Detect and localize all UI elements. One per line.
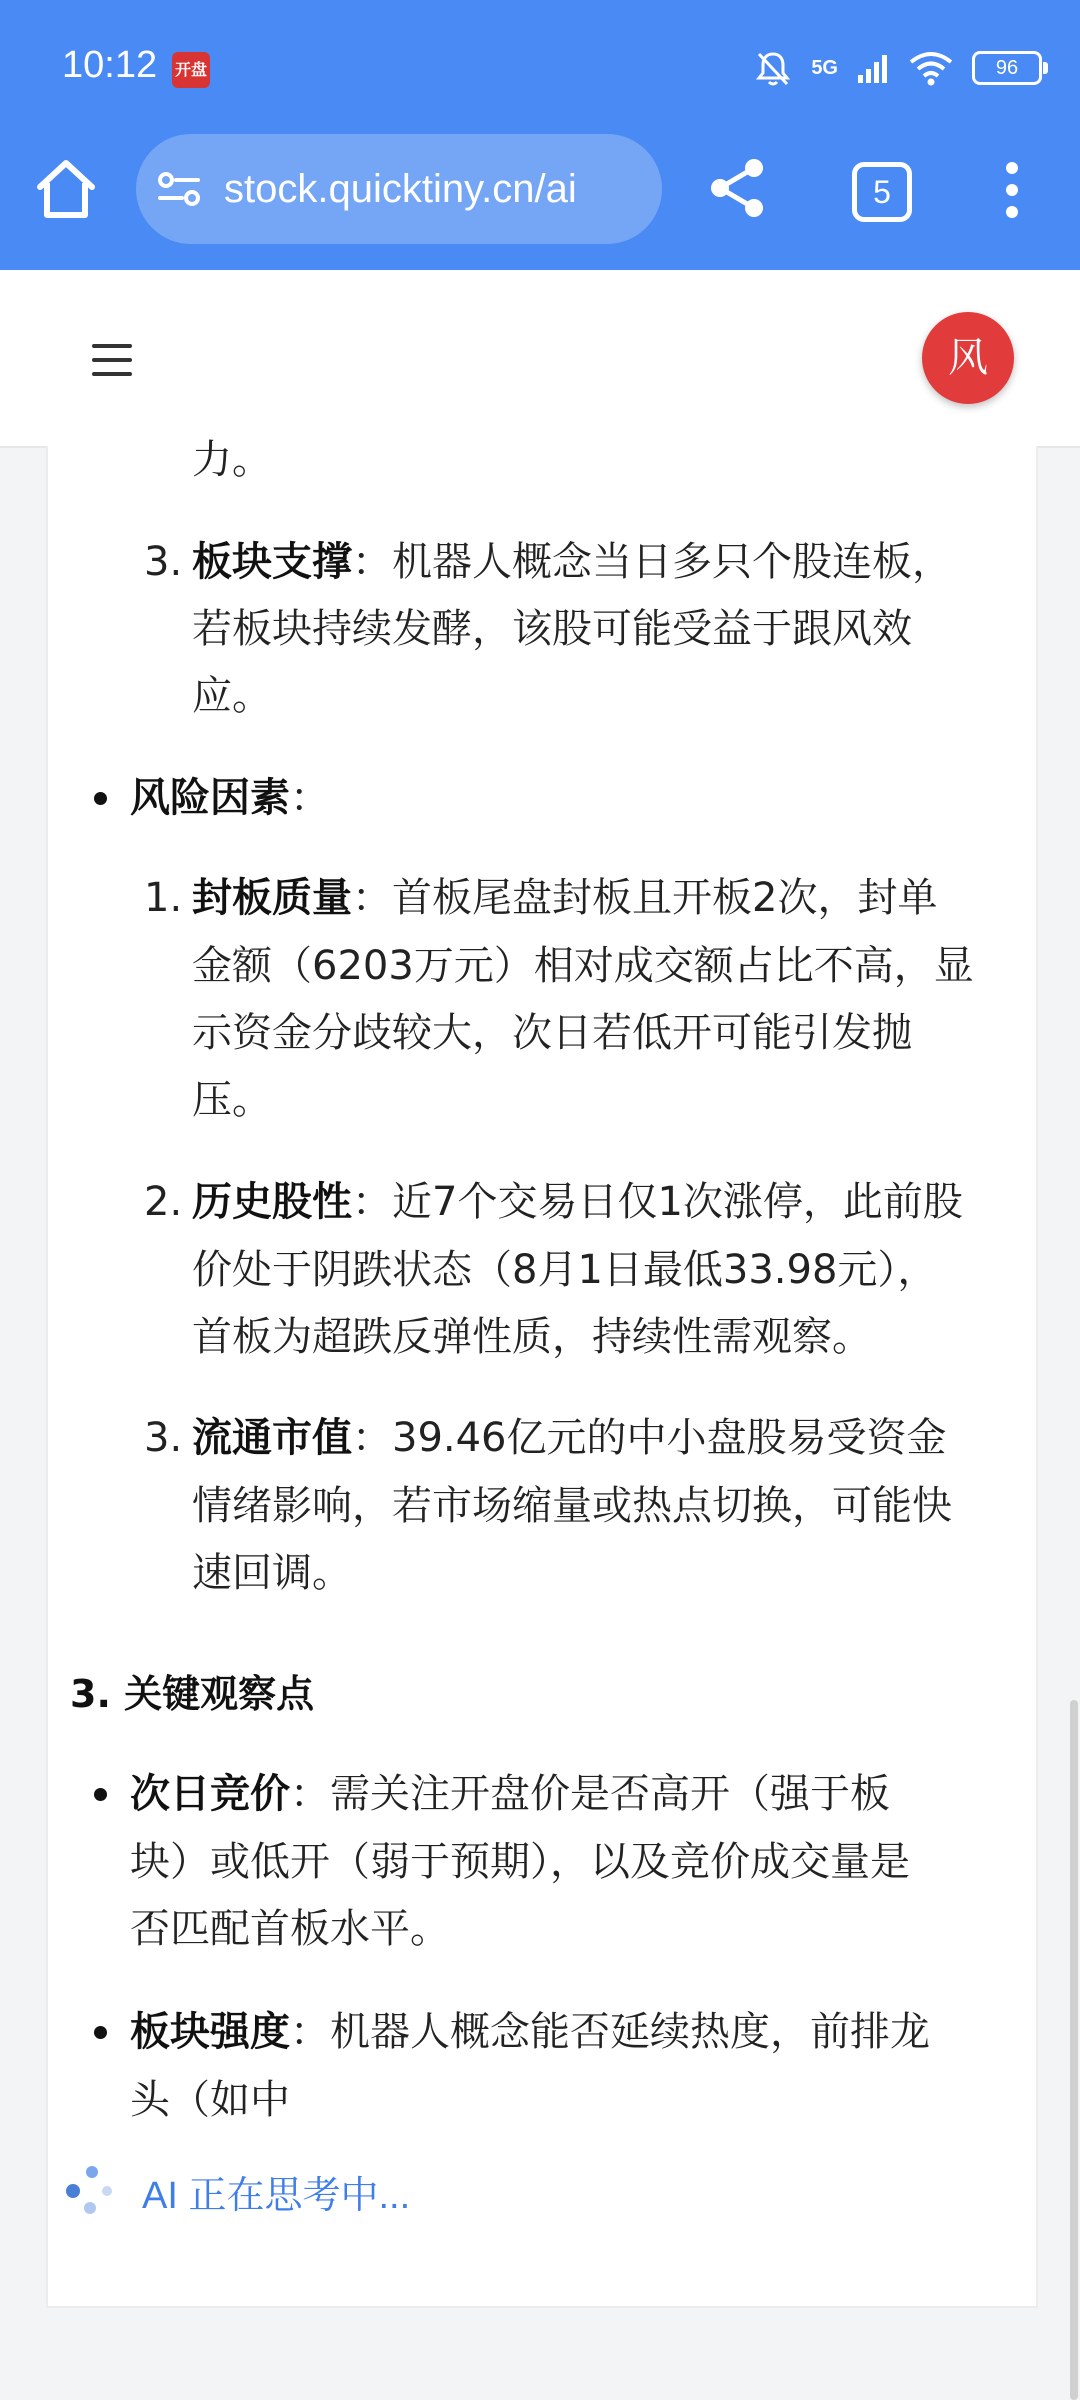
truncated-line: 力。 bbox=[192, 437, 272, 483]
item-text: ：近7个交易日仅1次涨停，此前股 bbox=[352, 1179, 963, 1225]
ai-thinking-indicator bbox=[66, 2164, 410, 2219]
list-item bbox=[130, 764, 330, 832]
menu-icon[interactable] bbox=[92, 344, 132, 376]
item-text: 示资金分歧较大，次日若低开可能引发抛 bbox=[192, 1010, 912, 1056]
item-text: 情绪影响，若市场缩量或热点切换，可能快 bbox=[192, 1483, 952, 1529]
section-number: 3. bbox=[70, 1672, 111, 1716]
item-text: 头（如中 bbox=[130, 2077, 290, 2123]
list-item bbox=[192, 1404, 947, 1472]
bullet-dot bbox=[94, 2026, 107, 2039]
item-text: 压。 bbox=[192, 1077, 272, 1123]
tab-switcher-button[interactable]: 5 bbox=[852, 162, 912, 222]
list-item bbox=[192, 864, 937, 932]
scrollbar[interactable] bbox=[1070, 1700, 1078, 2400]
item-text: ：首板尾盘封板且开板2次，封单 bbox=[352, 875, 938, 921]
more-vert-icon[interactable] bbox=[1000, 160, 1024, 220]
item-title: 流通市值 bbox=[192, 1415, 352, 1461]
item-text: 块）或低开（弱于预期），以及竞价成交量是 bbox=[130, 1839, 910, 1885]
url-text[interactable]: stock.quicktiny.cn/ai bbox=[224, 166, 577, 211]
item-text: 价处于阴跌状态（8月1日最低33.98元）， bbox=[192, 1247, 938, 1293]
item-title: 历史股性 bbox=[192, 1179, 352, 1225]
item-text: 首板为超跌反弹性质，持续性需观察。 bbox=[192, 1314, 872, 1360]
item-text: ：机器人概念当日多只个股连板， bbox=[352, 539, 952, 585]
share-icon[interactable] bbox=[706, 156, 770, 220]
list-item bbox=[192, 1168, 963, 1236]
thinking-text: AI 正在思考中... bbox=[142, 2175, 411, 2217]
item-text: ：机器人概念能否延续热度，前排龙 bbox=[290, 2009, 930, 2055]
list-number: 2. bbox=[144, 1179, 183, 1225]
item-text: 应。 bbox=[192, 673, 272, 719]
item-title: 板块支撑 bbox=[192, 539, 352, 585]
item-text: 若板块持续发酵，该股可能受益于跟风效 bbox=[192, 606, 912, 652]
item-text: 速回调。 bbox=[192, 1550, 352, 1596]
list-number: 3. bbox=[144, 539, 183, 585]
status-icons bbox=[753, 44, 1042, 92]
list-number: 1. bbox=[144, 875, 183, 921]
avatar[interactable]: 风 bbox=[922, 312, 1014, 404]
item-title: 封板质量 bbox=[192, 875, 352, 921]
item-text: 金额（6203万元）相对成交额占比不高，显 bbox=[192, 943, 974, 989]
app-badge: 开盘 bbox=[172, 52, 210, 88]
status-time: 10:12 bbox=[62, 44, 158, 86]
home-icon[interactable] bbox=[32, 155, 100, 223]
section-title: 关键观察点 bbox=[124, 1672, 315, 1716]
list-item bbox=[130, 1760, 890, 1828]
site-header bbox=[0, 270, 1080, 448]
bullet-dot bbox=[94, 1788, 107, 1801]
network-label: 5G bbox=[811, 56, 838, 79]
bullet-title: 板块强度 bbox=[130, 2009, 290, 2055]
signal-icon bbox=[856, 51, 890, 85]
item-text: 否匹配首板水平。 bbox=[130, 1906, 450, 1952]
bullet-dot bbox=[94, 792, 107, 805]
list-item bbox=[130, 1998, 930, 2066]
item-text: ：需关注开盘价是否高开（强于板 bbox=[290, 1771, 890, 1817]
section-heading bbox=[70, 1660, 314, 1728]
mute-icon bbox=[753, 48, 793, 88]
wifi-icon bbox=[908, 50, 954, 86]
battery-indicator: 96 bbox=[972, 51, 1042, 85]
browser-chrome bbox=[0, 0, 1080, 270]
item-text: ：39.46亿元的中小盘股易受资金 bbox=[352, 1415, 947, 1461]
loading-dots-icon bbox=[66, 2166, 118, 2218]
address-bar[interactable] bbox=[136, 134, 662, 244]
list-number: 3. bbox=[144, 1415, 183, 1461]
site-info-icon[interactable] bbox=[154, 164, 204, 214]
bullet-title: 次日竞价 bbox=[130, 1771, 290, 1817]
bullet-colon: ： bbox=[290, 775, 330, 821]
list-item bbox=[192, 528, 952, 596]
bullet-title: 风险因素 bbox=[130, 775, 290, 821]
